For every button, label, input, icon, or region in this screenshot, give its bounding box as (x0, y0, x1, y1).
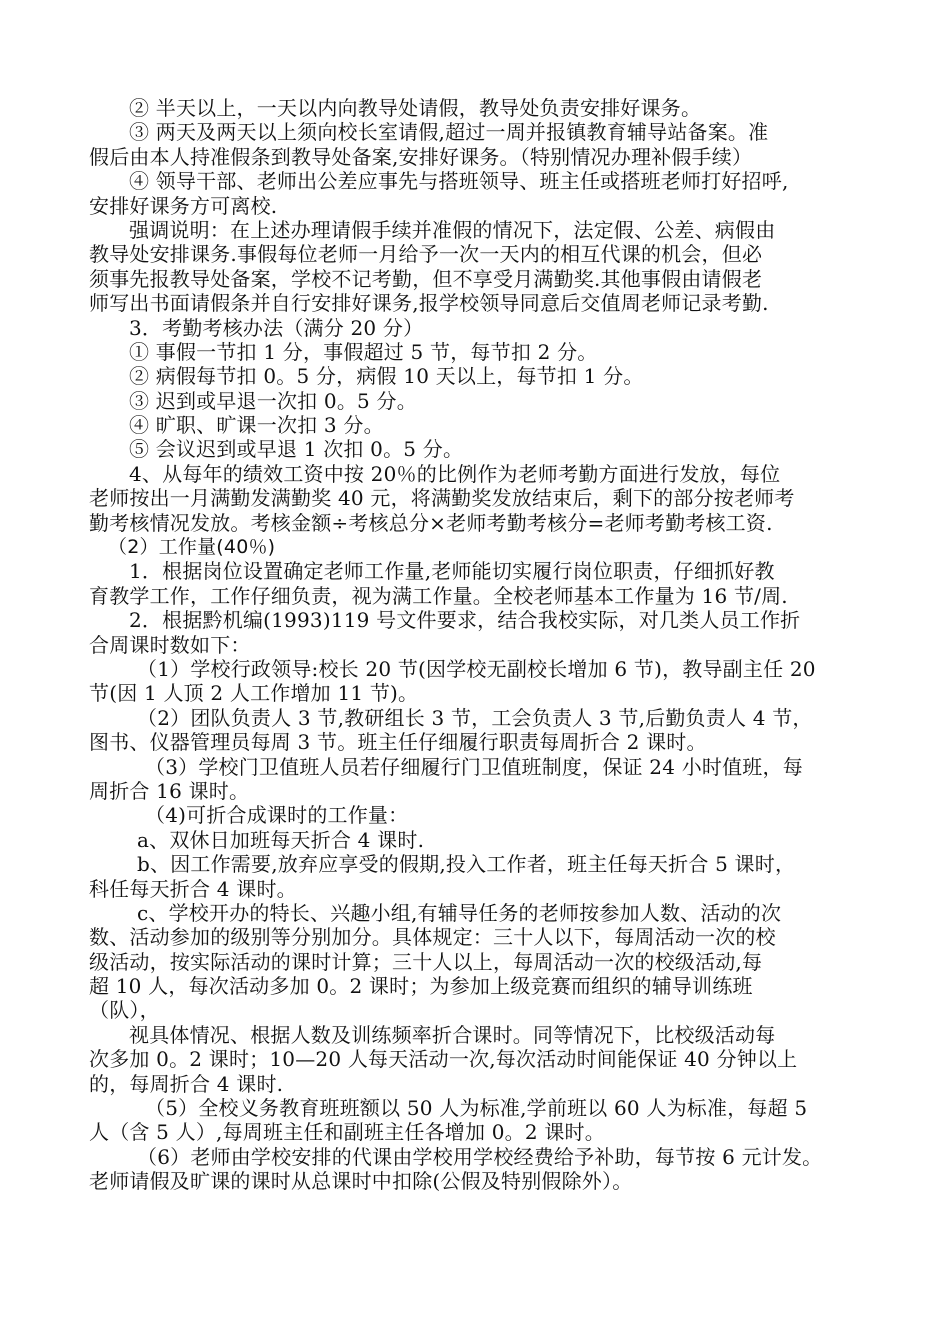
text-line: （2）团队负责人 3 节,教研组长 3 节，工会负责人 3 节,后勤负责人 4 节， (137, 705, 813, 730)
text-line: 须事先报教导处备案，学校不记考勤，但不享受月满勤奖.其他事假由请假老 (89, 266, 763, 291)
text-line: 育教学工作，工作仔细负责，视为满工作量。全校老师基本工作量为 16 节/周. (89, 583, 788, 608)
text-line: 4、从每年的绩效工资中按 20％的比例作为老师考勤方面进行发放，每位 (129, 461, 781, 486)
text-line: ① 事假一节扣 1 分，事假超过 5 节，每节扣 2 分。 (129, 339, 598, 364)
text-line: 2．根据黔机编(1993)119 号文件要求，结合我校实际，对几类人员工作折 (129, 608, 801, 633)
text-line: （1）学校行政领导:校长 20 节(因学校无副校长增加 6 节)，教导副主任 20 (137, 656, 816, 681)
text-line: ④ 旷职、旷课一次扣 3 分。 (129, 413, 384, 438)
text-line: 老师按出一月满勤发满勤奖 40 元，将满勤奖发放结束后，剩下的部分按老师考 (89, 486, 795, 511)
text-line: （4)可折合成课时的工作量： (145, 803, 409, 828)
text-line: a、双休日加班每天折合 4 课时. (137, 827, 425, 852)
text-line: 周折合 16 课时。 (89, 778, 250, 803)
text-line: （6）老师由学校安排的代课由学校用学校经费给予补助，每节按 6 元计发。 (137, 1144, 823, 1169)
text-line: 1．根据岗位设置确定老师工作量,老师能切实履行岗位职责，仔细抓好教 (129, 559, 775, 584)
text-line: 师写出书面请假条并自行安排好课务,报学校领导同意后交值周老师记录考勤. (89, 291, 769, 316)
text-line: 科任每天折合 4 课时。 (89, 876, 297, 901)
text-line: b、因工作需要,放弃应享受的假期,投入工作者，班主任每天折合 5 课时， (137, 852, 796, 877)
text-line: ② 病假每节扣 0。5 分，病假 10 天以上，每节扣 1 分。 (129, 364, 644, 389)
text-line: 数、活动参加的级别等分别加分。具体规定：三十人以下，每周活动一次的校 (89, 925, 776, 950)
text-line: 超 10 人，每次活动多加 0。2 课时；为参加上级竞赛而组织的辅导训练班 (89, 974, 753, 999)
text-line: 安排好课务方可离校. (89, 193, 278, 218)
text-line: （5）全校义务教育班班额以 50 人为标准,学前班以 60 人为标准，每超 5 (145, 1096, 808, 1121)
text-line: ③ 迟到或早退一次扣 0。5 分。 (129, 388, 417, 413)
text-line: 强调说明：在上述办理请假手续并准假的情况下，法定假、公差、病假由 (129, 217, 776, 242)
text-line: 教导处安排课务.事假每位老师一月给予一次一天内的相互代课的机会，但必 (89, 242, 763, 267)
text-line: ④ 领导干部、老师出公差应事先与搭班领导、班主任或搭班老师打好招呼, (129, 169, 789, 194)
section-heading: （2）工作量(40％) (108, 536, 276, 559)
text-line: 图书、仪器管理员每周 3 节。班主任仔细履行职责每周折合 2 课时。 (89, 730, 707, 755)
text-line: （队）， (89, 998, 160, 1023)
text-line: 3．考勤考核办法（满分 20 分） (129, 315, 424, 340)
text-line: 节(因 1 人顶 2 人工作增加 11 节)。 (89, 681, 419, 706)
text-line: 勤考核情况发放。考核金额÷考核总分×老师考勤考核分=老师考勤考核工资. (89, 510, 773, 535)
text-line: 级活动，按实际活动的课时计算；三十人以上，每周活动一次的校级活动,每 (89, 949, 763, 974)
text-line: 次多加 0。2 课时；10—20 人每天活动一次,每次活动时间能保证 40 分钟以上 (89, 1047, 798, 1072)
text-line: ⑤ 会议迟到或早退 1 次扣 0。5 分。 (129, 437, 464, 462)
text-line: 假后由本人持准假条到教导处备案,安排好课务。（特别情况办理补假手续） (89, 144, 753, 169)
text-line: ② 半天以上，一天以内向教导处请假，教导处负责安排好课务。 (129, 96, 702, 120)
text-line: 的，每周折合 4 课时. (89, 1071, 284, 1096)
text-line: 人（含 5 人）,每周班主任和副班主任各增加 0。2 课时。 (89, 1120, 605, 1145)
text-line: 视具体情况、根据人数及训练频率折合课时。同等情况下，比校级活动每 (129, 1022, 776, 1047)
text-line: ③ 两天及两天以上须向校长室请假,超过一周并报镇教育辅导站备案。准 (129, 120, 769, 145)
document-body (89, 96, 864, 1194)
text-line: 合周课时数如下： (89, 632, 251, 657)
text-line: （3）学校门卫值班人员若仔细履行门卫值班制度，保证 24 小时值班，每 (145, 754, 803, 779)
text-line: 老师请假及旷课的课时从总课时中扣除(公假及特别假除外）。 (89, 1169, 633, 1194)
text-line: c、学校开办的特长、兴趣小组,有辅导任务的老师按参加人数、活动的次 (137, 900, 782, 925)
